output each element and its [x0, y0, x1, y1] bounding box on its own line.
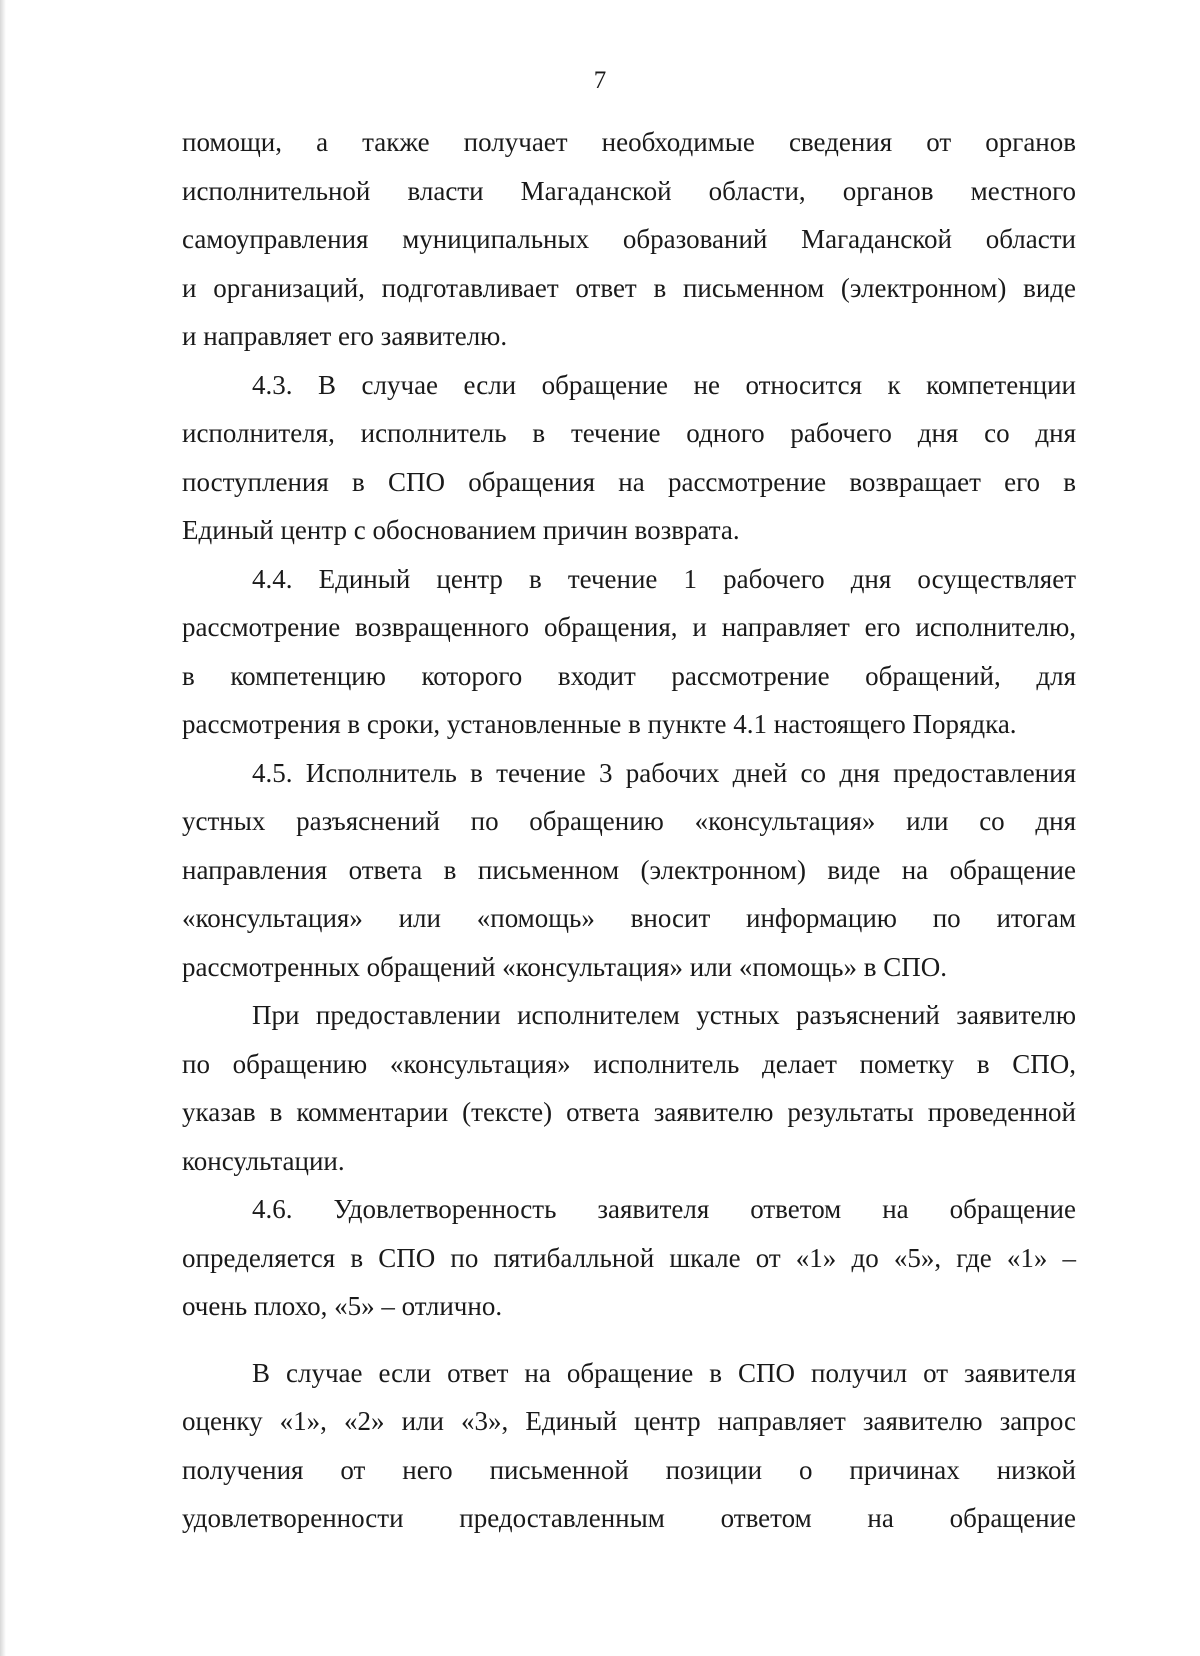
text-line: по обращению «консультация» исполнитель делает пометку в СПО,: [182, 1048, 1076, 1079]
text-line: рассмотрения в сроки, установленные в пункте 4.1 настоящего Порядка.: [182, 709, 1017, 739]
text-line: консультации.: [182, 1145, 345, 1176]
text-line: помощи, а также получает необходимые сведения от органов: [182, 127, 1076, 157]
text-line: При предоставлении исполнителем устных разъяснений заявителю: [252, 1000, 1076, 1030]
text-line: оценку «1», «2» или «3», Единый центр направляет заявителю запрос: [182, 1406, 1076, 1436]
text-line: В случае если ответ на обращение в СПО получил от заявителя: [252, 1357, 1076, 1388]
text-line: определяется в СПО по пятибалльной шкале от «1» до «5», где «1» –: [182, 1242, 1076, 1273]
text-line: «консультация» или «помощь» вносит информацию по итогам: [182, 903, 1076, 933]
text-line: исполнителя, исполнитель в течение одного рабочего дня со дня: [182, 418, 1076, 448]
text-line: удовлетворенности предоставленным ответом на обращение: [182, 1503, 1076, 1533]
text-line: 4.4. Единый центр в течение 1 рабочего дня осуществляет: [252, 563, 1076, 594]
page-number: 7: [593, 67, 607, 94]
text-line: поступления в СПО обращения на рассмотрение возвращает его в: [182, 466, 1076, 497]
text-line: получения от него письменной позиции о причинах низкой: [182, 1454, 1076, 1485]
text-line: в компетенцию которого входит рассмотрение обращений, для: [182, 660, 1076, 691]
text-line: 4.6. Удовлетворенность заявителя ответом на обращение: [252, 1194, 1076, 1224]
text-line: самоуправления муниципальных образований Магаданской области: [182, 224, 1076, 254]
text-line: Единый центр с обоснованием причин возврата.: [182, 515, 740, 545]
text-line: исполнительной власти Магаданской области, органов местного: [182, 175, 1076, 206]
text-line: рассмотрение возвращенного обращения, и направляет его исполнителю,: [182, 612, 1076, 642]
document-body: [182, 118, 1076, 1543]
text-line: и организаций, подготавливает ответ в письменном (электронном) виде: [182, 272, 1076, 303]
text-line: очень плохо, «5» – отлично.: [182, 1291, 503, 1321]
text-line: указав в комментарии (тексте) ответа заявителю результаты проведенной: [182, 1097, 1076, 1127]
text-line: 4.3. В случае если обращение не относится к компетенции: [252, 369, 1076, 400]
scan-edge: [0, 0, 6, 1656]
text-line: и направляет его заявителю.: [182, 321, 508, 351]
text-line: 4.5. Исполнитель в течение 3 рабочих дней со дня предоставления: [252, 757, 1076, 788]
text-line: устных разъяснений по обращению «консультация» или со дня: [182, 806, 1076, 836]
text-line: рассмотренных обращений «консультация» или «помощь» в СПО.: [182, 951, 948, 982]
text-line: направления ответа в письменном (электронном) виде на обращение: [182, 854, 1076, 885]
paragraph-gap: [182, 1331, 1076, 1349]
